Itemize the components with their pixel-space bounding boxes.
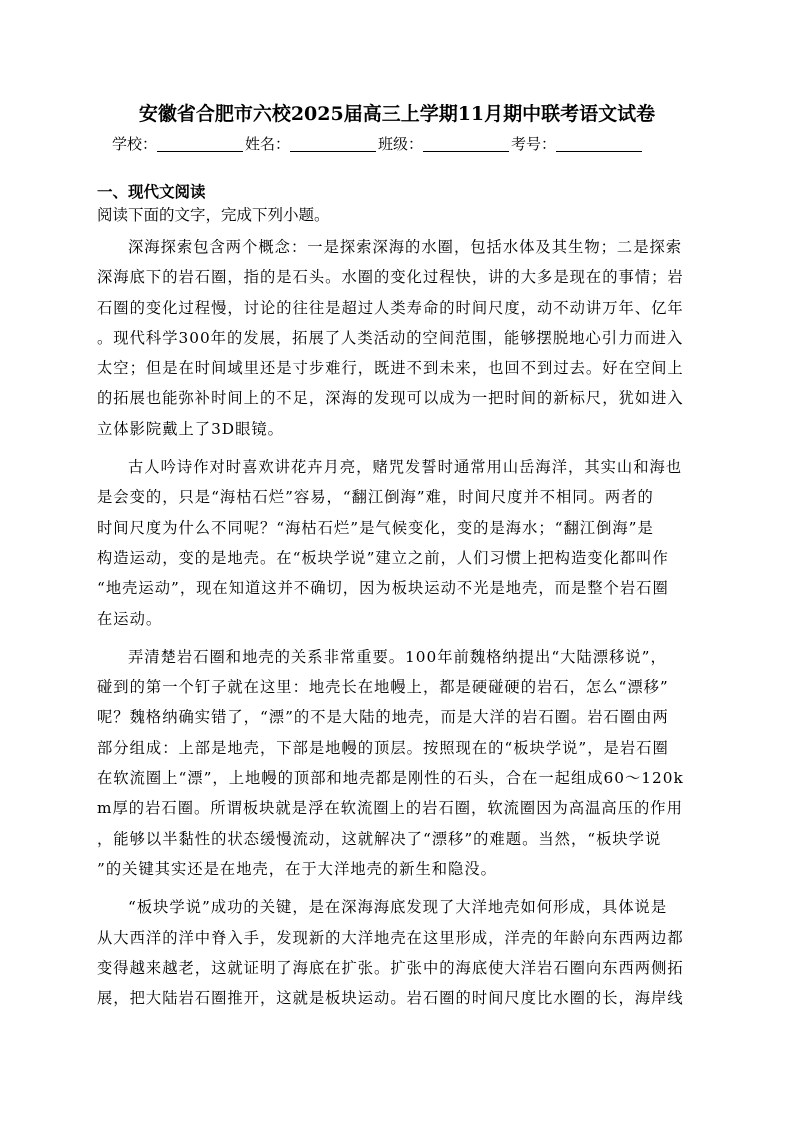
passage-line: 碰到的第一个钉子就在这里：地壳长在地幔上，都是硬碰硬的岩石，怎么“漂移”: [97, 678, 669, 697]
passage-line: 深海探索包含两个概念：一是探索深海的水圈，包括水体及其生物；二是探索: [128, 238, 683, 256]
passage-line: 太空；但是在时间域里还是寸步难行，既进不到未来，也回不到过去。好在空间上: [97, 359, 684, 378]
passage-line: 变得越来越老，这就证明了海底在扩张。扩张中的海底使大洋岩石圈向东西两侧拓: [97, 958, 684, 977]
number-blank: [556, 135, 642, 152]
passage-line: 部分组成：上部是地壳，下部是地幔的顶层。按照现在的“板块学说”，是岩石圈: [97, 738, 669, 757]
passage-line: 。现代科学300年的发展，拓展了人类活动的空间范围，能够摆脱地心引力而进入: [97, 328, 684, 347]
passage-line: 石圈的变化过程慢，讨论的往往是超过人类寿命的时间尺度，动不动讲万年、亿年: [97, 298, 684, 317]
paragraph-gap: [97, 884, 697, 892]
passage-paragraph: [97, 232, 697, 444]
passage-line: 立体影院戴上了3D眼镜。: [97, 419, 284, 438]
name-label: 姓名：: [245, 135, 291, 153]
passage-line: 展，把大陆岩石圈推开，这就是板块运动。岩石圈的时间尺度比水圈的长，海岸线: [97, 989, 684, 1008]
passage-line: 深海底下的岩石圈，指的是石头。水圈的变化过程快，讲的大多是现在的事情；岩: [97, 268, 684, 287]
passage-line: ，能够以半黏性的状态缓慢流动，这就解决了“漂移”的难题。当然，“板块学说: [97, 829, 662, 848]
student-info-row: [112, 133, 712, 155]
exam-title: 安徽省合肥市六校2025届高三上学期11月期中联考语文试卷: [138, 103, 656, 125]
passage-line: 的拓展也能弥补时间上的不足，深海的发现可以成为一把时间的新标尺，犹如进入: [97, 389, 684, 408]
passage-line: 构造运动，变的是地壳。在“板块学说”建立之前，人们习惯上把构造变化都叫作: [97, 548, 669, 567]
passage-line: “地壳运动”，现在知道这并不确切，因为板块运动不光是地壳，而是整个岩石圈: [97, 579, 669, 598]
passage-line: 呢？魏格纳确实错了，“漂”的不是大陆的地壳，而是大洋的岩石圈。岩石圈由两: [97, 708, 669, 727]
number-label: 考号：: [511, 135, 557, 153]
paragraph-gap: [97, 634, 697, 642]
paragraph-gap: [97, 444, 697, 452]
passage-paragraph: [97, 452, 697, 634]
passage-line: m厚的岩石圈。所谓板块就是浮在软流圈上的岩石圈，软流圈因为高温高压的作用: [97, 799, 683, 818]
name-blank: [290, 135, 376, 152]
passage-line: “板块学说”成功的关键，是在深海海底发现了大洋地壳如何形成，具体说是: [128, 898, 668, 917]
passage-line: 时间尺度为什么不同呢？“海枯石烂”是气候变化，变的是海水；“翻江倒海”是: [97, 518, 654, 537]
passage-paragraph: [97, 892, 697, 1013]
passage-line: 从大西洋的洋中脊入手，发现新的大洋地壳在这里形成，洋壳的年龄向东西两边都: [97, 928, 684, 947]
passage-line: ”的关键其实还是在地壳，在于大洋地壳的新生和隐没。: [97, 859, 497, 878]
passage-line: 是会变的，只是“海枯石烂”容易，“翻江倒海”难，时间尺度并不相同。两者的: [97, 488, 654, 507]
passage-paragraph: [97, 642, 697, 884]
school-label: 学校：: [112, 135, 158, 153]
passage-line: 古人吟诗作对时喜欢讲花卉月亮，赌咒发誓时通常用山岳海洋，其实山和海也: [128, 458, 683, 477]
reading-passage: [97, 232, 697, 1013]
passage-line: 在运动。: [97, 609, 163, 628]
class-label: 班级：: [378, 135, 424, 153]
reading-instruction: 阅读下面的文字，完成下列小题。: [97, 206, 330, 224]
passage-line: 弄清楚岩石圈和地壳的关系非常重要。100年前魏格纳提出“大陆漂移说”，: [128, 647, 667, 666]
school-blank: [157, 135, 243, 152]
passage-line: 在软流圈上“漂”，上地幔的顶部和地壳都是刚性的石头，合在一起组成60～120k: [97, 769, 684, 788]
section-heading: 一、现代文阅读: [97, 183, 206, 201]
class-blank: [423, 135, 509, 152]
